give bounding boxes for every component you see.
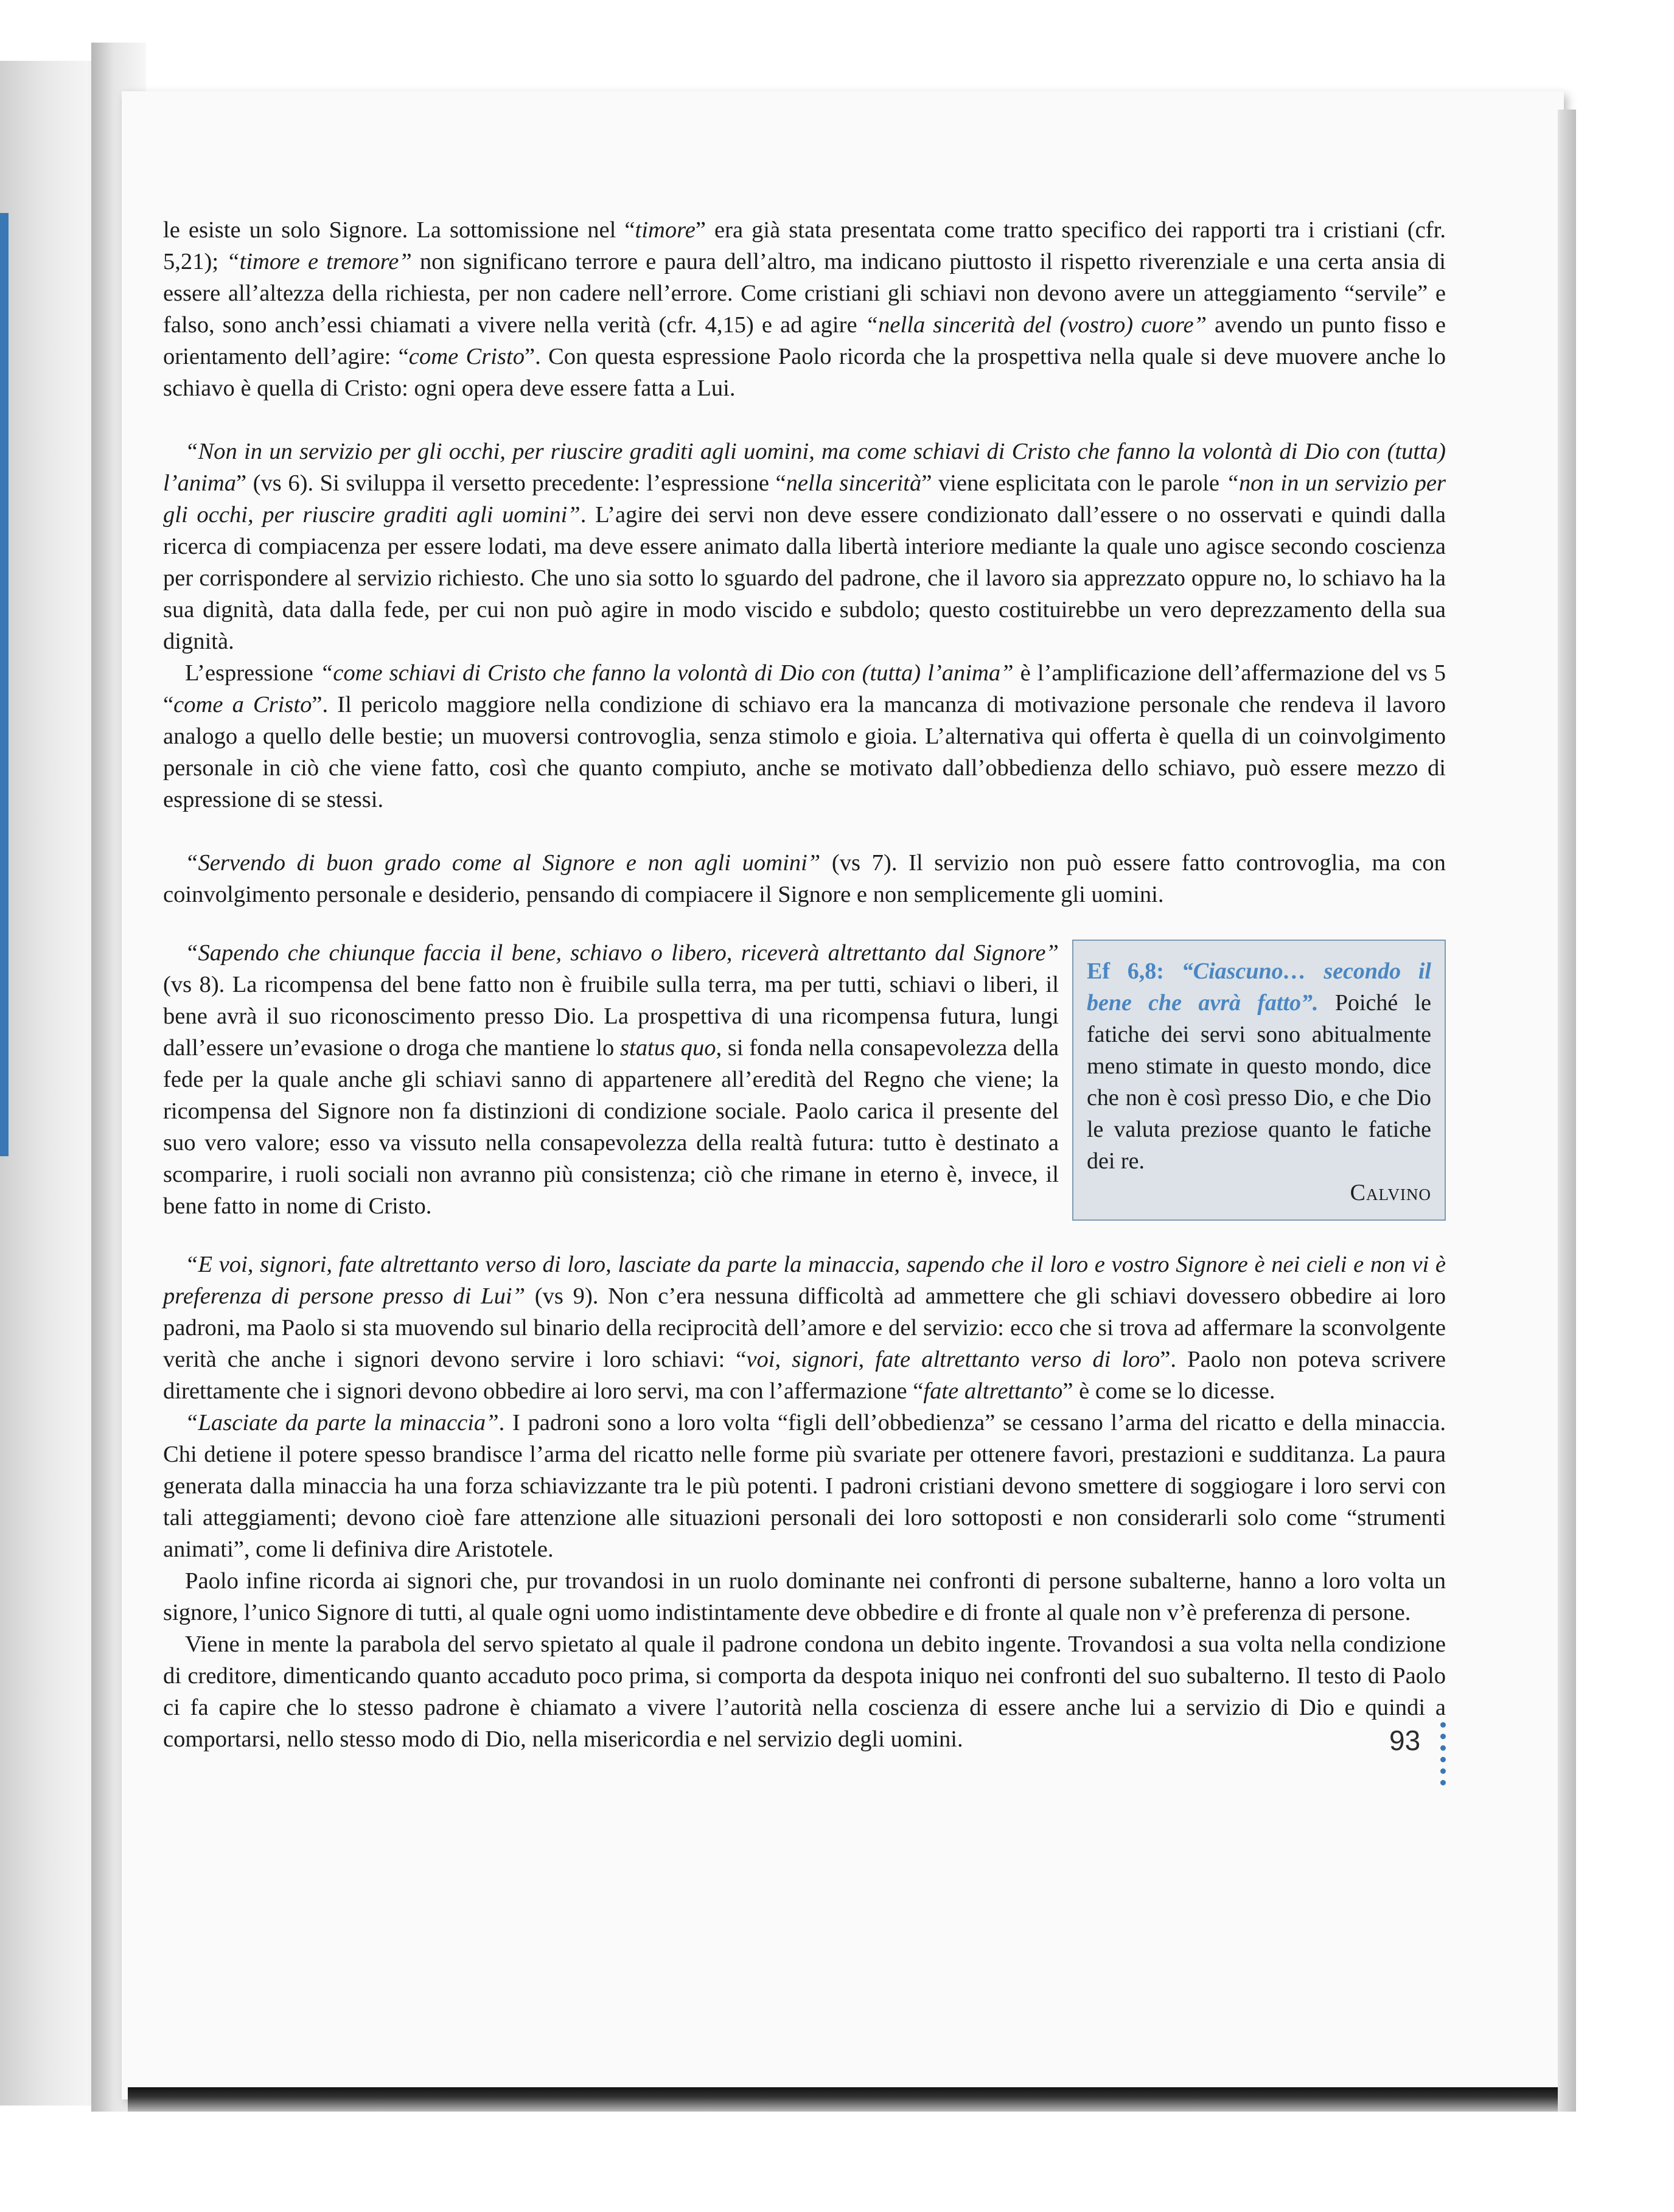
- dot: [1440, 1780, 1446, 1785]
- dot: [1440, 1734, 1446, 1739]
- sidebar-quote-box: [1072, 940, 1446, 1221]
- page-right-edge: [1558, 110, 1576, 2112]
- dot: [1440, 1757, 1446, 1762]
- page-number-dots: [1440, 1722, 1446, 1792]
- body-text: [163, 214, 1446, 1755]
- paragraph-5-wrapper: [163, 937, 1446, 1222]
- paragraph-9: Viene in mente la parabola del servo spietato al quale il padrone condona un debito ingente. Trovandosi a sua volta nella condizione di creditore, dimenticando quanto accaduto poco prima, si comporta da despota iniquo nei confronti del suo subalterno. Il testo di Paolo ci fa capire che lo stesso padrone è chiamato a vivere l’autorità nella coscienza di essere anche lui a servizio di Dio e quindi a comportarsi, nello stesso modo di Dio, nella misericordia e nel servizio degli uomini.: [163, 1631, 1446, 1752]
- paragraph-6: “E voi, signori, fate altrettanto verso di loro, lasciate da parte la minaccia, sapendo che il loro e vostro Signore è nei cieli e non vi è preferenza di persone presso di Lui” (vs 9). Non c’era nessuna difficoltà ad ammettere che gli schiavi dovessero obbedire ai loro padroni, ma Paolo si sta muovendo sul binario della reciprocità dell’amore e del servizio: ecco che si trova ad affermare la sconvolgente verità che anche i signori devono servire i loro schiavi: “voi, signori, fate altrettanto verso di loro”. Paolo non poteva scrivere direttamente che i signori devono obbedire ai loro servi, ma con l’affermazione “fate altrettanto” è come se lo dicesse.: [163, 1252, 1446, 1404]
- page-number: 93: [1389, 1725, 1421, 1756]
- paragraph-7: “Lasciate da parte la minaccia”. I padroni sono a loro volta “figli dell’obbedienza” se cessano l’arma del ricatto e della minaccia. Chi detiene il potere spesso brandisce l’arma del ricatto nelle forme più svariate per ottenere favori, prestazioni e sudditanza. La paura generata dalla minaccia ha una forza schiavizzante tra le più potenti. I padroni cristiani devono smettere di soggiogare i loro servi con tali atteggiamenti; devono cioè fare attenzione alle situazioni personali dei loro sottoposti e non considerarli solo come “strumenti animati”, come li definiva dire Aristotele.: [163, 1410, 1446, 1562]
- quote-commentary: Poiché le fatiche dei servi sono abitualmente meno stimate in questo mondo, dice che non è così presso Dio, e che Dio le valuta preziose quanto le fatiche dei re.: [1087, 990, 1431, 1174]
- paragraph-8: Paolo infine ricorda ai signori che, pur trovandosi in un ruolo dominante nei confronti di persone subalterne, hanno a loro volta un signore, l’unico Signore di tutti, al quale ogni uomo indistintamente deve obbedire e di fronte al quale non v’è preferenza di persone.: [163, 1568, 1446, 1625]
- paragraph-4: “Servendo di buon grado come al Signore e non agli uomini” (vs 7). Il servizio non può essere fatto controvoglia, ma con coinvolgimento personale e desiderio, pensando di compiacere il Signore e non semplicemente gli uomini.: [163, 850, 1446, 907]
- paragraph-3: L’espressione “come schiavi di Cristo che fanno la volontà di Dio con (tutta) l’anima” è l’amplificazione dell’affermazione del vs 5 “come a Cristo”. Il pericolo maggiore nella condizione di schiavo era la mancanza di motivazione personale che rendeva il lavoro analogo a quello delle bestie; un muoversi controvoglia, senza stimolo e gioia. L’alternativa qui offerta è quella di un coinvolgimento personale in ciò che viene fatto, così che quanto compiuto, anche se motivato dall’obbedienza dello schiavo, può essere mezzo di espressione di se stessi.: [163, 660, 1446, 812]
- dot: [1440, 1768, 1446, 1774]
- page-bottom-edge: [128, 2087, 1558, 2112]
- paragraph-2: “Non in un servizio per gli occhi, per riuscire graditi agli uomini, ma come schiavi di Cristo che fanno la volontà di Dio con (tutta) l’anima” (vs 6). Si sviluppa il versetto precedente: l’espressione “nella sincerità” viene esplicitata con le parole “non in un servizio per gli occhi, per riuscire graditi agli uomini”. L’agire dei servi non deve essere condizionato dall’essere o no osservati e quindi dalla ricerca di compiacenza per essere lodati, ma deve essere animato dalla libertà interiore mediante la quale uno agisce secondo coscienza per corrispondere al servizio richiesto. Che uno sia sotto lo sguardo del padrone, che il lavoro sia apprezzato oppure no, lo schiavo ha la sua dignità, data dalla fede, per cui non può agire in modo viscido e subdolo; questo costituirebbe un vero deprezzamento della sua dignità.: [163, 439, 1446, 654]
- paragraph-5: “Sapendo che chiunque faccia il bene, schiavo o libero, riceverà altrettanto dal Signore” (vs 8). La ricompensa del bene fatto non è fruibile sulla terra, ma per tutti, schiavi o liberi, il bene avrà il suo riconoscimento presso Dio. La prospettiva di una ricompensa futura, lungi dall’essere un’evasione o droga che mantiene lo status quo, si fonda nella consapevolezza della fede per la quale anche gli schiavi sanno di appartenere all’eredità del Regno che viene; la ricompensa del Signore non fa distinzioni di condizione sociale. Paolo carica il presente del suo vero valore; esso va vissuto nella consapevolezza della realtà futura: tutto è destinato a scomparire, i ruoli sociali non avranno più consistenza; ciò che rimane in eterno è, invece, il bene fatto in nome di Cristo.: [163, 940, 1059, 1219]
- quote-author: Calvino: [1350, 1180, 1431, 1205]
- paragraph-1: le esiste un solo Signore. La sottomissione nel “timore” era già stata presentata come tratto specifico dei rapporti tra i cristiani (cfr. 5,21); “timore e tremore” non significano terrore e paura dell’altro, ma indicano piuttosto il rispetto riverenziale e una certa ansia di essere all’altezza della richiesta, per non cadere nell’errore. Come cristiani gli schiavi non devono avere un atteggiamento “servile” e falso, sono anch’essi chiamati a vivere nella verità (cfr. 4,15) e ad agire “nella sincerità del (vostro) cuore” avendo un punto fisso e orientamento dell’agire: “come Cristo”. Con questa espressione Paolo ricorda che la prospettiva nella quale si deve muovere anche lo schiavo è quella di Cristo: ogni opera deve essere fatta a Lui.: [163, 217, 1446, 401]
- quote-text: “Ciascuno… secondo il bene che avrà fatto”.: [1087, 958, 1431, 1016]
- dot: [1440, 1722, 1446, 1728]
- dot: [1440, 1745, 1446, 1751]
- quote-reference: Ef 6,8:: [1087, 958, 1182, 984]
